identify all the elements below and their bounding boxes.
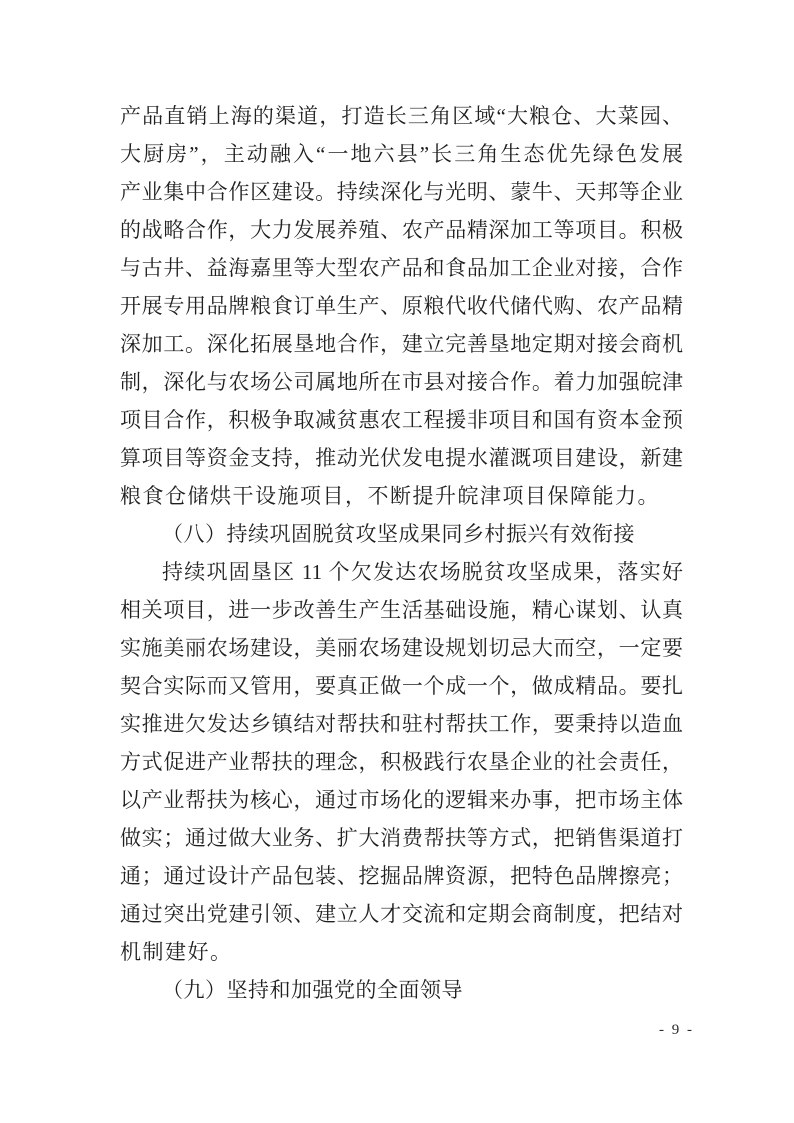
section-heading: （九）坚持和加强党的全面领导 <box>162 978 463 1002</box>
text-line: 持续巩固垦区 11 个欠发达农场脱贫攻坚成果，落实好 <box>162 560 683 584</box>
text-line: 大厨房”，主动融入“一地六县”长三角生态优先绿色发展 <box>120 142 683 166</box>
text-line: 相关项目，进一步改善生产生活基础设施，精心谋划、认真 <box>120 598 683 622</box>
text-line: 项目合作，积极争取减贫惠农工程援非项目和国有资本金预 <box>120 408 683 432</box>
text-line: 产业集中合作区建设。持续深化与光明、蒙牛、天邦等企业 <box>120 180 683 204</box>
section-heading: （八）持续巩固脱贫攻坚成果同乡村振兴有效衔接 <box>162 522 635 546</box>
text-line: 以产业帮扶为核心，通过市场化的逻辑来办事，把市场主体 <box>120 788 683 812</box>
text-line: 方式促进产业帮扶的理念，积极践行农垦企业的社会责任， <box>120 750 683 774</box>
text-line: 开展专用品牌粮食订单生产、原粮代收代储代购、农产品精 <box>120 294 683 318</box>
text-line: 通过突出党建引领、建立人才交流和定期会商制度，把结对 <box>120 902 683 926</box>
text-line: 实施美丽农场建设，美丽农场建设规划切忌大而空，一定要 <box>120 636 683 660</box>
text-line: 的战略合作，大力发展养殖、农产品精深加工等项目。积极 <box>120 218 683 242</box>
text-line: 与古井、益海嘉里等大型农产品和食品加工企业对接，合作 <box>120 256 683 280</box>
text-line: 产品直销上海的渠道，打造长三角区域“大粮仓、大菜园、 <box>120 104 683 128</box>
text-line: 机制建好。 <box>120 940 233 964</box>
document-body <box>120 97 683 1009</box>
text-line: 算项目等资金支持，推动光伏发电提水灌溉项目建设，新建 <box>120 446 683 470</box>
text-line: 深加工。深化拓展垦地合作，建立完善垦地定期对接会商机 <box>120 332 683 356</box>
text-line: 制，深化与农场公司属地所在市县对接合作。着力加强皖津 <box>120 370 683 394</box>
text-line: 实推进欠发达乡镇结对帮扶和驻村帮扶工作，要秉持以造血 <box>120 712 683 736</box>
text-line: 通；通过设计产品包装、挖掘品牌资源，把特色品牌擦亮； <box>120 864 683 888</box>
text-line: 粮食仓储烘干设施项目，不断提升皖津项目保障能力。 <box>120 484 660 508</box>
text-line: 做实；通过做大业务、扩大消费帮扶等方式，把销售渠道打 <box>120 826 683 850</box>
page-number: - 9 - <box>659 1022 694 1038</box>
text-line: 契合实际而又管用，要真正做一个成一个，做成精品。要扎 <box>120 674 683 698</box>
